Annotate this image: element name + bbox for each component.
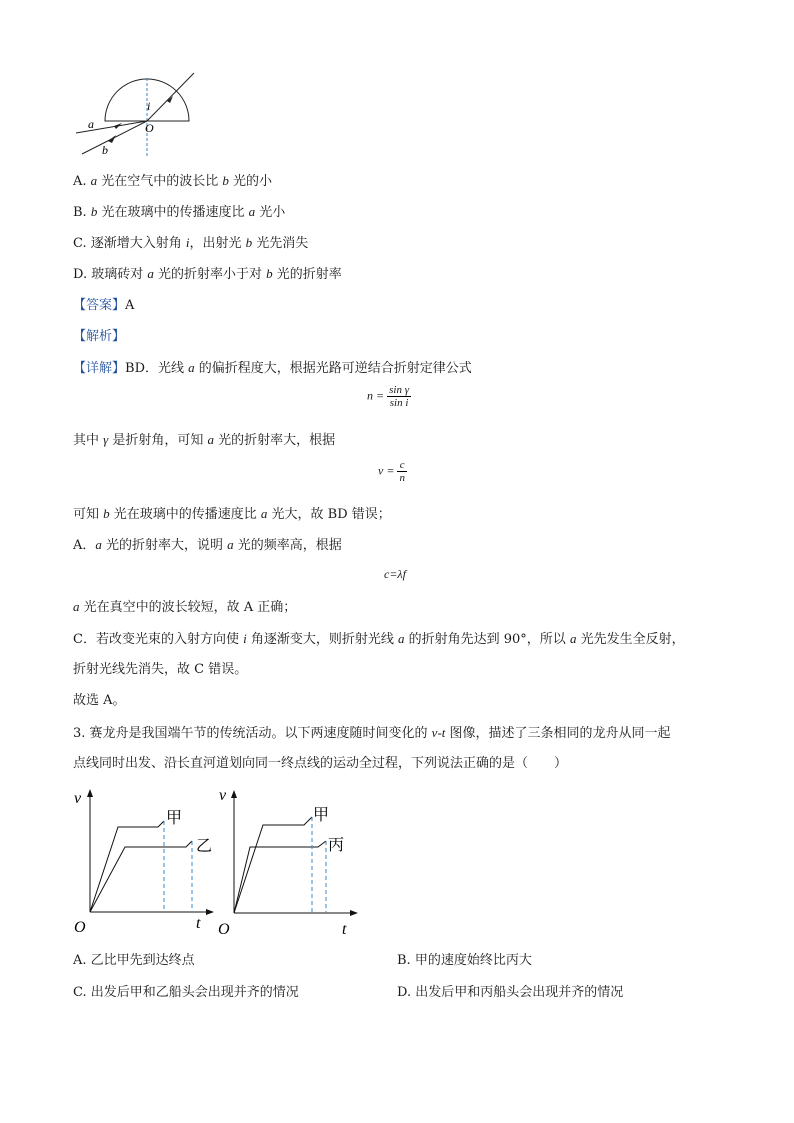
option-c: C. 逐渐增大入射角 i，出射光 b 光先消失 bbox=[73, 235, 309, 251]
t-axis-label: t bbox=[342, 921, 347, 938]
formula-snell: n = $\frac{\text{sin γ}}{\text{sin i}}$ bbox=[367, 384, 410, 409]
incident-ray bbox=[147, 73, 194, 121]
point-o-label: O bbox=[145, 121, 154, 135]
q3-option-d: D. 出发后甲和丙船头会出现并齐的情况 bbox=[397, 985, 624, 1000]
answer-tag: 【答案】 bbox=[73, 298, 126, 313]
origin-label: O bbox=[218, 921, 230, 938]
detail-line-8: 故选 A。 bbox=[73, 693, 126, 708]
series-jia-line bbox=[90, 821, 164, 912]
detail-line-2: 其中 γ 是折射角，可知 a 光的折射率大，根据 bbox=[73, 432, 336, 448]
detail-line-5: a 光在真空中的波长较短，故 A 正确； bbox=[73, 599, 297, 615]
refraction-diagram bbox=[70, 68, 200, 163]
answer-value: A bbox=[125, 298, 135, 313]
formula-wave: c=λf bbox=[384, 567, 406, 581]
analysis-tag: 【解析】 bbox=[73, 329, 126, 344]
detail-line-7: 折射光线先消失，故 C 错误。 bbox=[73, 662, 248, 677]
answer-line bbox=[73, 297, 134, 315]
series-jia-label: 甲 bbox=[313, 807, 330, 824]
t-axis-label: t bbox=[196, 915, 201, 932]
option-b: B. b 光在玻璃中的传播速度比 a 光小 bbox=[73, 204, 286, 220]
detail-line-1: 【详解】BD．光线 a 的偏折程度大，根据光路可逆结合折射定律公式 bbox=[73, 360, 472, 376]
series-jia-label: 甲 bbox=[166, 810, 183, 827]
series-bing-label: 丙 bbox=[328, 837, 345, 854]
ray-a bbox=[76, 121, 147, 133]
q3-option-b: B. 甲的速度始终比丙大 bbox=[397, 953, 532, 968]
v-axis-label: v bbox=[74, 790, 82, 807]
option-d: D. 玻璃砖对 a 光的折射率小于对 b 光的折射率 bbox=[73, 266, 342, 282]
detail-line-4: A．a 光的折射率大，说明 a 光的频率高，根据 bbox=[73, 537, 342, 553]
analysis-line bbox=[73, 328, 125, 346]
q3-option-c: C. 出发后甲和乙船头会出现并齐的情况 bbox=[73, 985, 299, 1000]
q3-option-a: A. 乙比甲先到达终点 bbox=[73, 953, 195, 968]
origin-label: O bbox=[74, 919, 86, 936]
option-a: A. a 光在空气中的波长比 b 光的小 bbox=[73, 173, 273, 189]
detail-line-3: 可知 b 光在玻璃中的传播速度比 a 光大，故 BD 错误； bbox=[73, 506, 391, 522]
formula-speed: v = $\frac{c}{n}$ bbox=[378, 459, 405, 484]
vt-graph-right bbox=[214, 780, 364, 940]
q3-stem-line-2: 点线同时出发、沿长直河道划向同一终点线的运动全过程，下列说法正确的是（ ） bbox=[73, 756, 568, 771]
angle-i-label: i bbox=[147, 99, 151, 113]
vt-graph-left bbox=[70, 785, 220, 940]
v-axis-label: v bbox=[219, 787, 227, 804]
q3-stem-line-1: 3. 赛龙舟是我国端午节的传统活动。以下两速度随时间变化的 v-t 图像，描述了三条相同的龙舟从同一起 bbox=[73, 725, 671, 741]
detail-line-6: C．若改变光束的入射方向使 i 角逐渐变大，则折射光线 a 的折射角先达到 90°，所以 a 光先发生全反射， bbox=[73, 631, 685, 647]
series-yi-line bbox=[90, 841, 192, 912]
series-yi-label: 乙 bbox=[196, 838, 213, 855]
ray-a-label: a bbox=[88, 117, 94, 131]
ray-b-label: b bbox=[102, 143, 108, 157]
detail-tag: 【详解】 bbox=[73, 361, 126, 376]
